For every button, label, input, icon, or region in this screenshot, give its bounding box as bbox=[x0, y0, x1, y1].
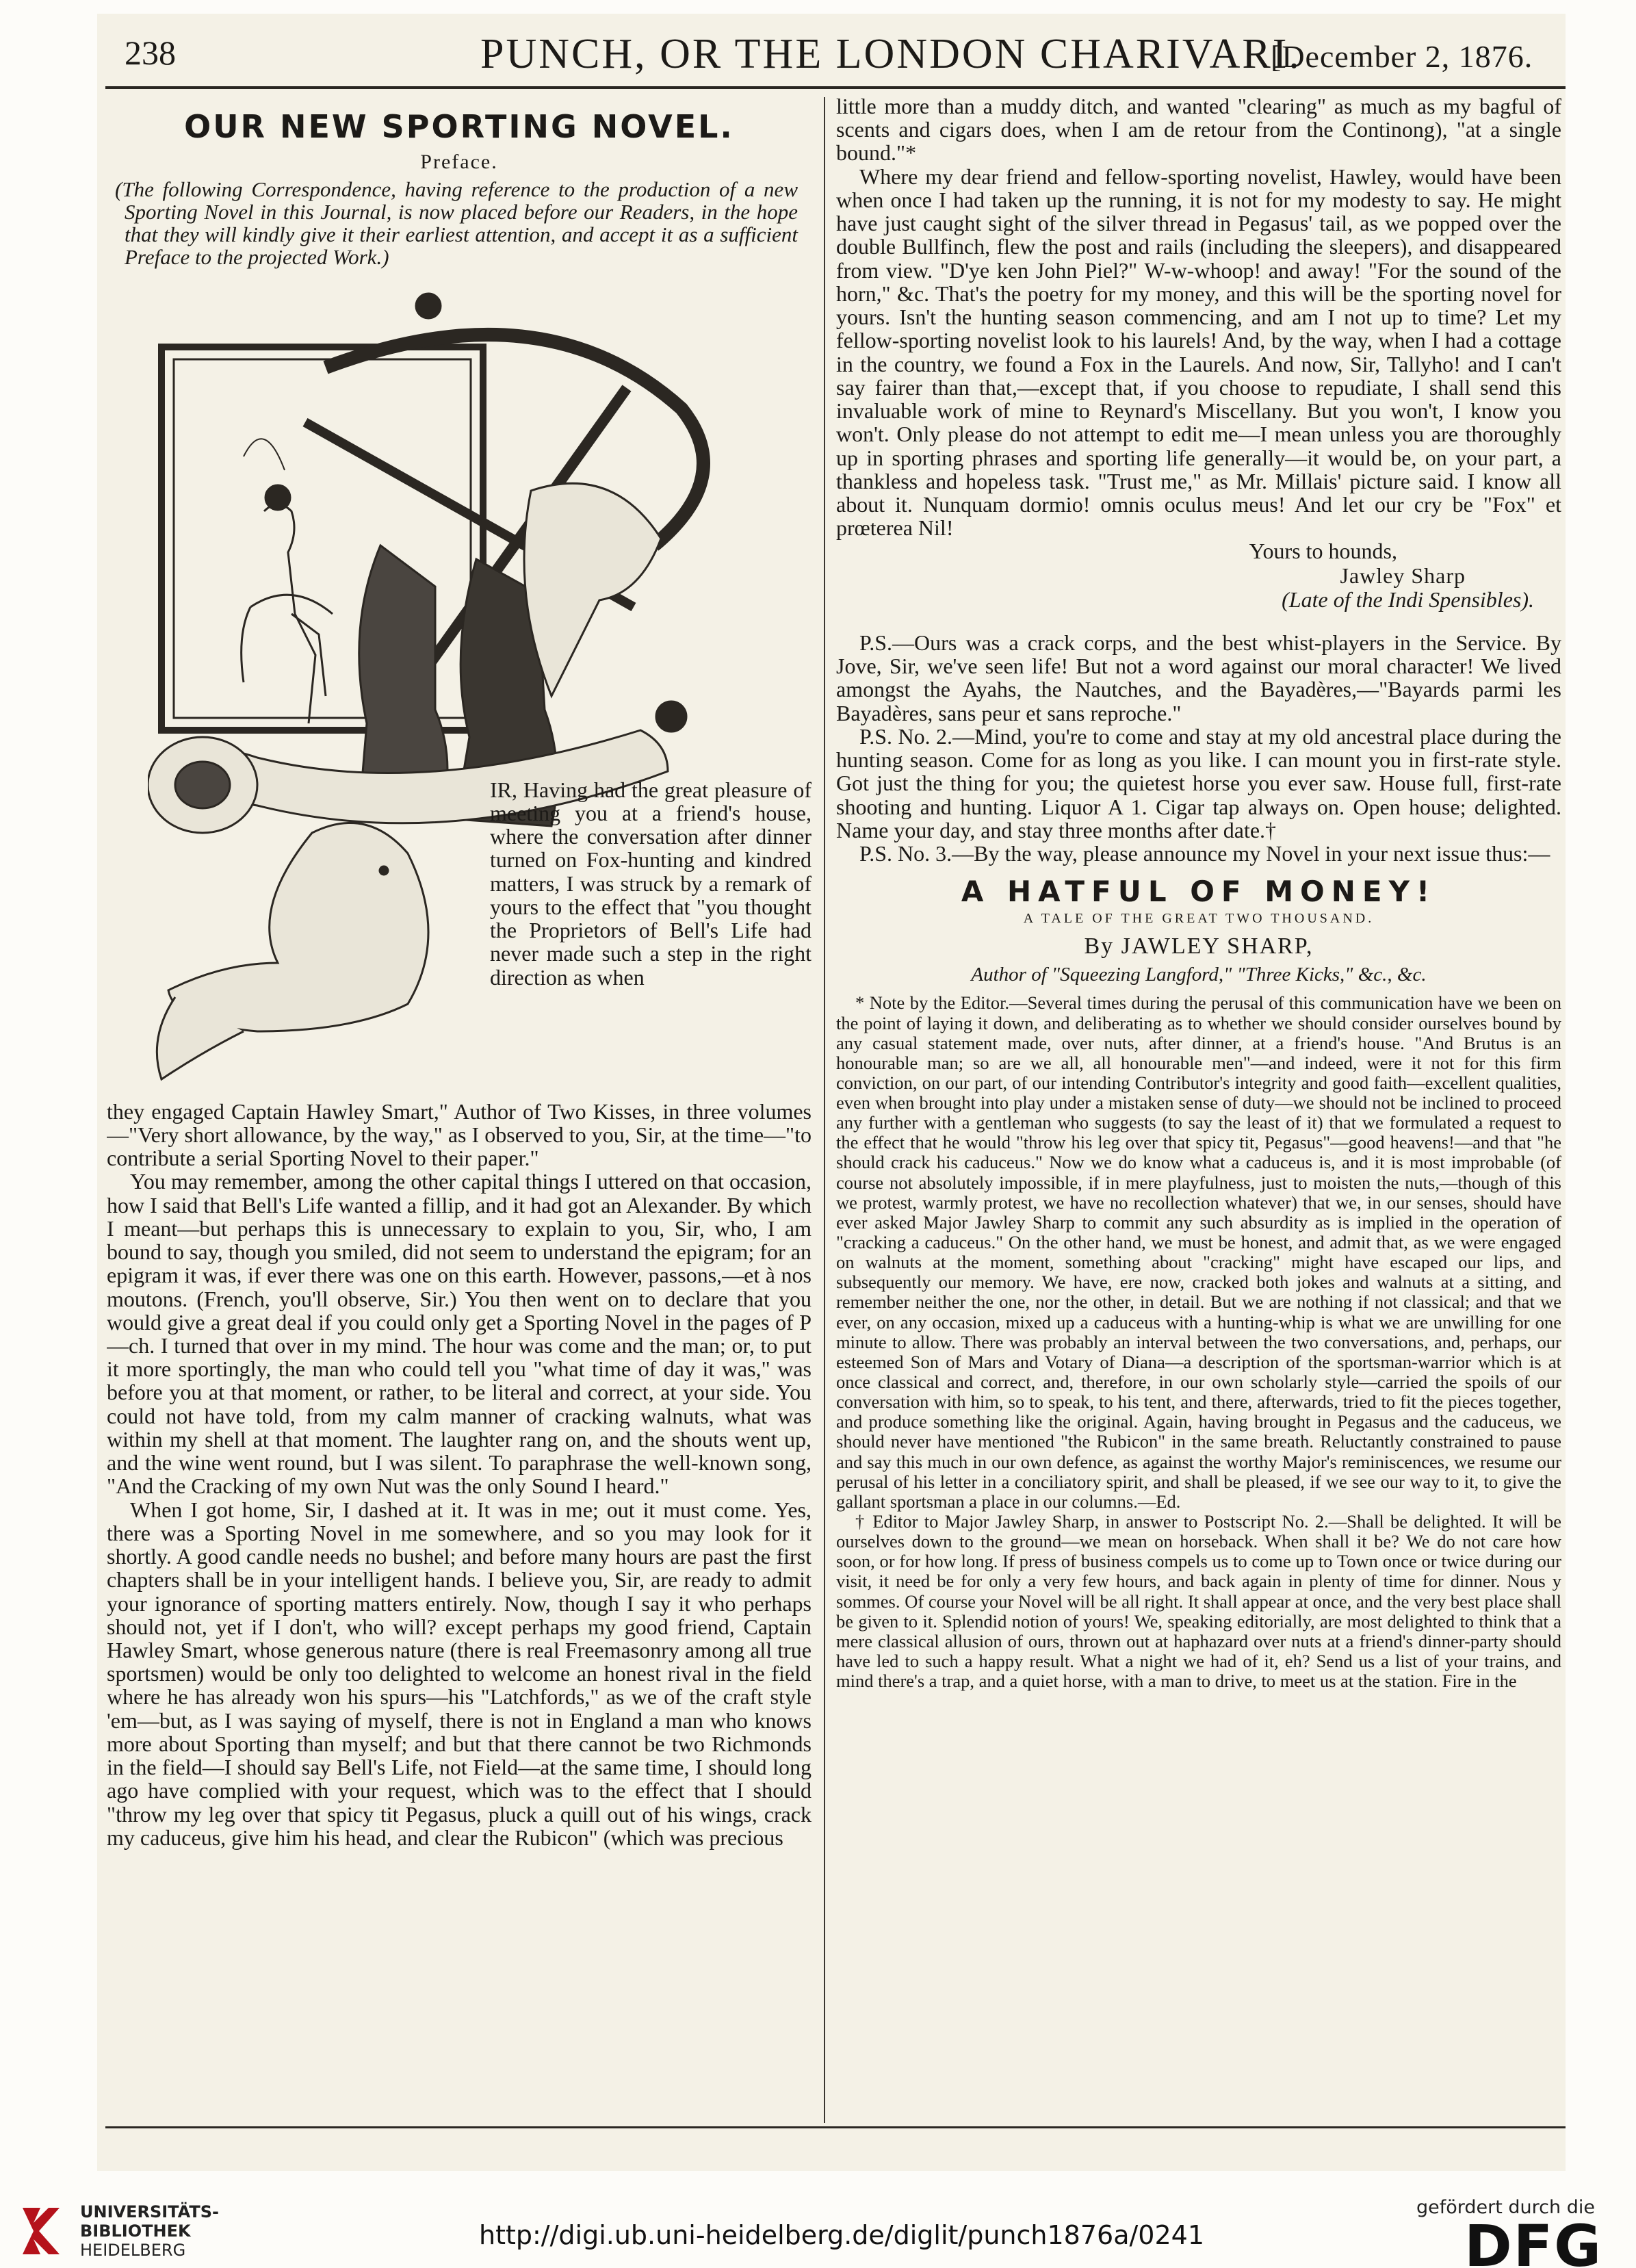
digitization-footer bbox=[0, 2187, 1636, 2268]
ub-heidelberg-logo-icon bbox=[17, 2201, 65, 2260]
preface-heading: Preface. bbox=[420, 151, 498, 173]
intro-paragraph: (The following Correspondence, having reference to the production of a new Sporting Novel in this Journal, is now placed before our Readers, in the hope that they will kindly give it their earliest attention, and accept it as a sufficient Preface to the projected Work.) bbox=[115, 177, 798, 270]
permalink-url[interactable]: http://digi.ub.uni-heidelberg.de/diglit/punch1876a/0241 bbox=[479, 2220, 1204, 2250]
novel-author-credits: Author of "Squeezing Langford," "Three Kicks," &c., &c. bbox=[971, 964, 1427, 986]
issue-date: [December 2, 1876. bbox=[1271, 39, 1533, 74]
dfg-logo: DFG bbox=[1464, 2213, 1603, 2268]
funding-note: gefördert durch die bbox=[1416, 2197, 1595, 2218]
letter-paragraph-1: they engaged Captain Hawley Smart," Author of Two Kisses, in three volumes—"Very short allowance, by the way," as I observed to you, Sir, at the time—"to contribute a serial Sporting Novel to their paper." bbox=[107, 1098, 811, 1171]
column-rule bbox=[824, 97, 825, 2123]
letter-paragraph-3: When I got home, Sir, I dashed at it. It was in me; out it must come. Yes, there was a Sporting Novel in me somewhere, and so you may look for it shortly. A good candle needs no bushel; and before many hours are past the first chapters shall be in your intelligent hands. I believe you, Sir, are ready to admit your ignorance of sporting matters entirely. Now, though I say it who perhaps should not, yet if I don't, who will? except perhaps my good friend, Captain Hawley Smart, whose generous nature (there is real Freemasonry among all true sportsmen) would be only too delighted to welcome an honest rival in the field where he has already won his spurs—his "Latchfords," as we of the craft style 'em—but, as I was saying of myself, there is not in England a man who knows more about Sporting than myself; and but that there cannot be two Richmonds in the field—I should say Bell's Life, not Field—at the same time, I should long ago have complied with your request, which was to the effect that I should "throw my leg over that spicy tit Pegasus, pluck a quill out of his wings, crack my caduceus, give him his head, and clear the Rubicon" (which was precious bbox=[107, 1497, 811, 1850]
closing-line: Yours to hounds, bbox=[1249, 539, 1397, 564]
signature-name: Jawley Sharp bbox=[1340, 563, 1466, 588]
library-name-line-2: BIBLIOTHEK bbox=[80, 2221, 191, 2241]
novel-title: A HATFUL OF MONEY! bbox=[961, 875, 1437, 909]
newspaper-page bbox=[97, 14, 1566, 2171]
left-column bbox=[107, 94, 811, 2122]
letter-paragraph-5: Where my dear friend and fellow-sporting novelist, Hawley, would have been when once I had taken up the running, it is not for my modesty to say. He might have just caught sight of the silver thread in Pegasus' tail, as we popped over the double Bullfinch, flew the post and rails (including the sleepers), and disappeared from view. "D'ye ken John Piel?" W-w-whoop! and away! "For the sound of the horn," &c. That's the poetry for my money, and this will be the sporting novel for yours. Isn't the hunting season commencing, and am I not up to time? Let my fellow-sporting novelist look to his laurels! And, by the way, when I had a cottage in the country, we found a Fox in the Laurels. And now, Sir, Tallyho! and I can't say fairer than that,—except that, if you choose to repudiate, I shall send this invaluable work of mine to Reynard's Miscellany. But you won't, I know you won't. Only please do not attempt to edit me—I mean unless you are thoroughly up in sporting phrases and sporting life generally—it would be, on your part, a thankless and hopeless task. "Trust me," as Mr. Millais' picture said. I know all about it. Nunquam dormio! omnis oculus meus! And let our cry be "Fox" et prœterea Nil! bbox=[836, 164, 1561, 541]
library-name-line-1: UNIVERSITÄTS- bbox=[80, 2202, 220, 2221]
editor-footnote-1: * Note by the Editor.—Several times during the perusal of this communication have we been on the point of laying it down, and deliberating as to whether we should consider ourselves bound by any casual statement made, over nuts, after dinner, at a friend's house. "And Brutus is an honourable man; so are we all, all honourable men"—and indeed, were it not for this firm conviction, on our part, of our intending Contributor's integrity and good faith—excellent qualities, even when brought into play under a mistaken sense of duty—we should not be inclined to proceed any further with a gentleman who suggests (to say the least of it) that we formulated a request to the effect that he would "throw his leg over that spicy tit, Pegasus"—good heavens!—and that "he should crack his caduceus." Now we do know what a caduceus is, and it is most improbable (of course not absolutely impossible, if in mere playfulness, just to moisten the nuts,—though of this we protest, warmly protest, we have no recollection whatever) that we, in our senses, should have ever asked Major Jawley Sharp to commit any such absurdity as is implied in the operation of "cracking a caduceus." On the other hand, we must be honest, and admit that, as we were engaged on walnuts at the moment, something about "cracking" might have escaped our lips, and subsequently our memory. We have, ere now, cracked both jokes and walnuts at a sitting, and remember neither the one, nor the other, in detail. But we are nothing if not classical; and that we ever, on any occasion, mixed up a caduceus with a hunting-whip is what we are unwilling for one minute to allow. There was probably an interval between the two conversations, and, perhaps, our esteemed Son of Mars and Votary of Diana—a description of the sportsman-warrior which is at once classical and correct, and, therefore, in our own scholarly style—carried the spoils of our conversation with him, so to speak, to his tent, and there, afterwards, tried to fit the pieces together, and produce something like the original. Again, having brought in Pegasus and the caduceus, we should never have mentioned "the Rubicon" in the same breath. Reluctantly constrained to pause and say this much in our own defence, as against the worthy Major's reminiscences, we resume our perusal of his letter in a conciliatory spirit, and shall be pleased, if we see our way to it, to give the gallant sportsman a place in our columns.—Ed. bbox=[836, 992, 1561, 1512]
footer-rule bbox=[105, 2126, 1566, 2128]
illustration-block bbox=[107, 279, 811, 1100]
novel-byline: By JAWLEY SHARP, bbox=[1084, 933, 1314, 959]
novel-subtitle: A TALE OF THE GREAT TWO THOUSAND. bbox=[1023, 911, 1375, 927]
header-rule bbox=[105, 86, 1566, 89]
article-title: OUR NEW SPORTING NOVEL. bbox=[184, 108, 734, 145]
library-name-line-3: HEIDELBERG bbox=[80, 2241, 186, 2260]
letter-paragraph-4: little more than a muddy ditch, and wanted "clearing" as much as my bagful of scents and cigars does, when I am de retour from the Continong), "at a single bound."* bbox=[836, 94, 1561, 166]
opening-letter-text: IR, Having had the great pleasure of meeting you at a friend's house, where the conversation after dinner turned on Fox-hunting and kindred matters, I was struck by a remark of yours to the effect that "you thought the Proprietors of Bell's Life had never made such a step in the right direction as when bbox=[490, 777, 811, 990]
masthead-title: PUNCH, OR THE LONDON CHARIVARI. bbox=[480, 31, 1301, 77]
letter-paragraph-2: You may remember, among the other capital things I uttered on that occasion, how I said that Bell's Life wanted a fillip, and it had got an Alexander. By which I meant—but perhaps this is unnecessary to explain to you, Sir, who, I am bound to say, though you smiled, did not seem to understand the epigram; for an epigram it was, if ever there was one on this earth. However, passons,—et à nos moutons. (French, you'll observe, Sir.) You then went on to declare that you would give a great deal if you could only get a Sporting Novel in the pages of P—ch. I turned that over in my mind. The hour was come and the man; or, to put it more sportingly, the man who could tell you "what time of day it was," was before you at that moment, or rather, to be literal and correct, at your side. You could not have told, from my calm manner of cracking walnuts, what was within my shell at that moment. The laughter rang on, and the shouts went up, and the wine went round, but I was silent. To paraphrase the well-known song, "And the Cracking of my own Nut was the only Sound I heard." bbox=[107, 1169, 811, 1499]
signature-subtitle: (Late of the Indi Spensibles). bbox=[1282, 587, 1534, 612]
right-column bbox=[836, 94, 1561, 2122]
postscript-1: P.S.—Ours was a crack corps, and the best whist-players in the Service. By Jove, Sir, we've seen life! But not a word against our moral character! We lived amongst the Ayahs, the Nautches, and the Bayadères,—"Bayards parmi les Bayadères, sans peur et sans reproche." bbox=[836, 630, 1561, 725]
editor-footnote-2: † Editor to Major Jawley Sharp, in answer to Postscript No. 2.—Shall be delighted. It will be ourselves down to the ground—we mean on horseback. When shall it be? We do not care how soon, or for how long. If press of business compels us to come up to Town once or twice during our visit, it need be for only a very few hours, and back again in plenty of time for dinner. Nous y sommes. Of course your Novel will be all right. It shall appear at once, and the very best place shall be given to it. Splendid notion of yours! We, speaking editorially, are most delighted to think that a mere classical allusion of ours, thrown out at haphazard over nuts at a friend's dinner-party should have led to such a happy result. What a night we had of it, eh? Send us a list of your trains, and mind there's a trap, and a quiet horse, with a man to drive, to meet us at the station. Fire in the bbox=[836, 1511, 1561, 1692]
page-number: 238 bbox=[125, 34, 176, 72]
postscript-2: P.S. No. 2.—Mind, you're to come and stay at my old ancestral place during the hunting season. Come for as long as you like. I can mount you in first-rate style. Got just the thing for you; the quietest horse you ever saw. House full, first-rate shooting and hunting. Liquor A 1. Cigar tap always on. Open house; delighted. Name your day, and stay three months after date.† bbox=[836, 723, 1561, 842]
postscript-3: P.S. No. 3.—By the way, please announce my Novel in your next issue thus:— bbox=[859, 841, 1550, 866]
